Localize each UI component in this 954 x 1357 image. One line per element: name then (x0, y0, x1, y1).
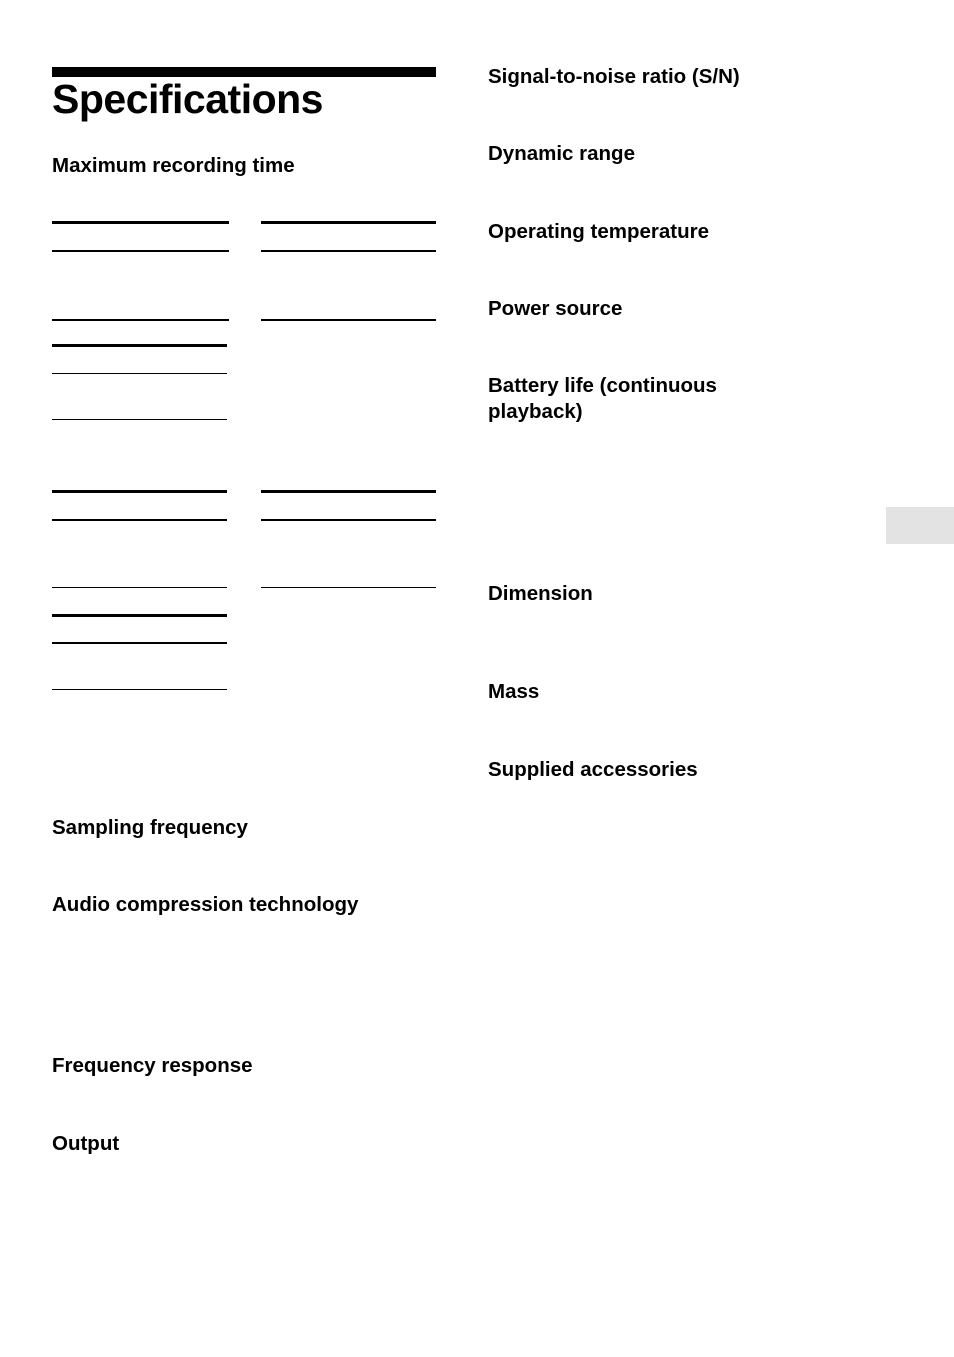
heading-max-recording-time: Maximum recording time (52, 154, 295, 177)
table-rule (261, 490, 436, 493)
thumb-index-tab (886, 507, 954, 544)
page-title: Specifications (52, 76, 323, 122)
table-rule (52, 614, 227, 617)
heading-frequency-response: Frequency response (52, 1054, 253, 1077)
heading-power-source: Power source (488, 297, 623, 320)
table-rule (52, 490, 227, 493)
table-rule (52, 221, 229, 224)
heading-sampling-frequency: Sampling frequency (52, 816, 248, 839)
table-rule (52, 319, 229, 321)
heading-dimension: Dimension (488, 582, 593, 605)
table-rule (52, 642, 227, 644)
heading-operating-temperature: Operating temperature (488, 220, 709, 243)
heading-supplied-accessories: Supplied accessories (488, 758, 698, 781)
table-rule (52, 519, 227, 521)
heading-audio-compression: Audio compression technology (52, 893, 359, 916)
table-rule (261, 519, 436, 521)
table-rule (261, 319, 436, 321)
table-rule (261, 221, 436, 224)
table-rule (52, 250, 229, 252)
heading-mass: Mass (488, 680, 540, 703)
table-rule (52, 373, 227, 374)
table-rule (261, 587, 436, 588)
heading-output: Output (52, 1132, 120, 1155)
table-rule (52, 689, 227, 690)
heading-snr: Signal-to-noise ratio (S/N) (488, 65, 740, 88)
table-rule (261, 250, 436, 252)
heading-dynamic-range: Dynamic range (488, 142, 635, 165)
heading-battery-life: Battery life (continuous playback) (488, 374, 717, 423)
table-rule (52, 587, 227, 588)
table-rule (52, 344, 227, 347)
table-rule (52, 419, 227, 420)
